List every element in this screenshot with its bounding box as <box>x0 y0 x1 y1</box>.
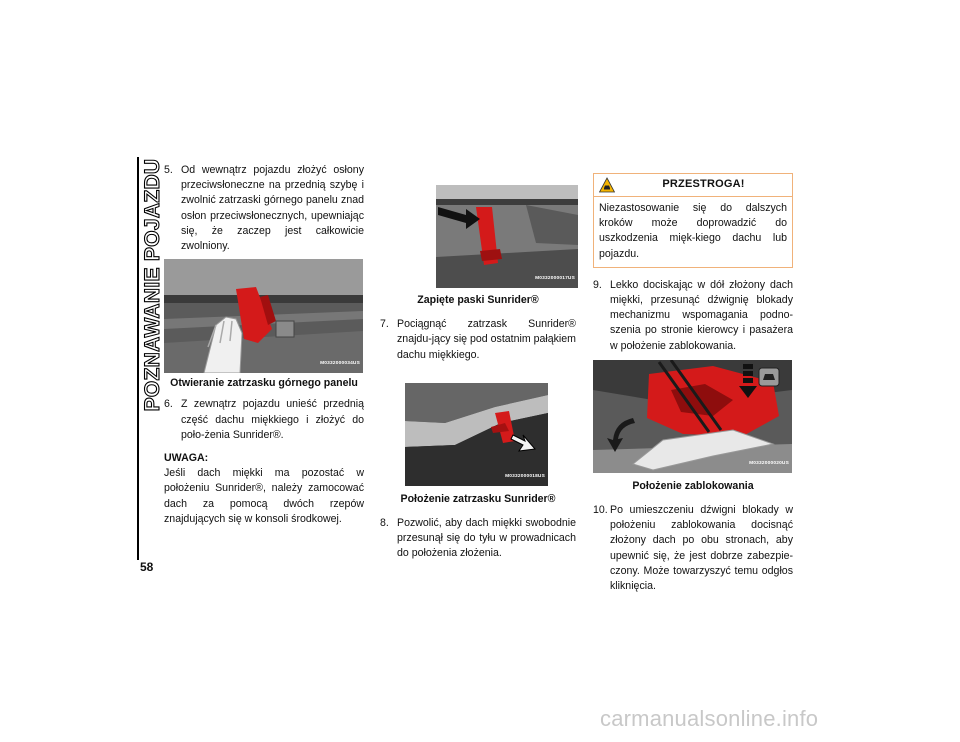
step-number: 10. <box>593 504 608 517</box>
step-number: 7. <box>380 318 389 331</box>
figure-code: M0332000034US <box>320 361 360 367</box>
caution-title: PRZESTROGA! <box>662 178 745 191</box>
step-text: Po umieszczeniu dźwigni blokady w położeniu zablokowania docisnąć złożony dach po obu stronach, aby upewnić się, że jest dobrze zabezpie-czony. Może towarzyszyć temu odgłos kliknięcia. <box>610 504 793 593</box>
figure-upper-latch <box>164 259 363 373</box>
figure-sunrider-straps <box>436 185 578 288</box>
step-5 <box>164 163 364 254</box>
step-text: Od wewnątrz pojazdu złożyć osłony przeciwsłoneczne na przednią szybę i zwolnić zatrzaski górnego panelu znad osłon przeciwsłonecznych, upewniając się, że zaczep jest całkowicie zwolniony. <box>181 164 364 253</box>
step-6 <box>164 397 364 443</box>
step-8 <box>380 516 576 562</box>
step-number: 8. <box>380 517 389 530</box>
page-number: 58 <box>140 560 154 574</box>
step-7 <box>380 317 576 363</box>
figure-code: M0332000020US <box>749 460 789 466</box>
column-2 <box>380 185 576 562</box>
note-heading: UWAGA: <box>164 452 209 465</box>
caution-box <box>593 173 793 268</box>
figure-caption: Otwieranie zatrzasku górnego panelu <box>170 377 358 390</box>
step-10 <box>593 503 793 594</box>
column-1 <box>164 163 364 527</box>
caution-car-icon <box>599 177 615 193</box>
step-text: Z zewnątrz pojazdu unieść przednią część dachu miękkiego i złożyć do poło-żenia Sunrider®. <box>181 398 364 441</box>
figure-code: M0332000018US <box>505 473 545 479</box>
section-title-text: POZNAWANIE POJAZDU <box>141 158 164 412</box>
caution-header <box>594 174 792 197</box>
figure-code: M0332000017US <box>535 275 575 281</box>
step-text: Pociągnąć zatrzask Sunrider® znajdu-jący się pod ostatnim pałąkiem dachu miękkiego. <box>397 318 577 361</box>
figure-sunrider-latch <box>405 383 548 486</box>
figure-caption: Zapięte paski Sunrider® <box>417 294 539 306</box>
step-number: 9. <box>593 278 602 291</box>
figure-locked-position <box>593 360 792 473</box>
step-number: 6. <box>164 398 173 411</box>
note-body: Jeśli dach miękki ma pozostać w położeniu Sunrider®, należy zamocować dach za pomocą dwóch rzepów znajdujących się w konsoli środkowej. <box>164 467 364 525</box>
step-9 <box>593 278 793 354</box>
column-3 <box>593 173 793 594</box>
step-text: Lekko dociskając w dół złożony dach miękki, przesunąć dźwignię blokady mechanizmu wspomagania podno-szenia po stronie kierowcy i pasażera w położenie zablokowania. <box>610 278 793 352</box>
caution-body: Niezastosowanie się do dalszych kroków może doprowadzić do uszkodzenia mięk-kiego dachu lub pojazdu. <box>599 202 787 260</box>
figure-caption: Położenie zablokowania <box>632 479 754 492</box>
figure-caption: Położenie zatrzasku Sunrider® <box>400 492 556 505</box>
watermark: carmanualsonline.info <box>600 706 819 731</box>
step-text: Pozwolić, aby dach miękki swobodnie przesunął się do tyłu w prowadnicach do położenia złożenia. <box>397 517 576 560</box>
step-number: 5. <box>164 164 173 176</box>
sidebar-rule <box>137 157 139 560</box>
